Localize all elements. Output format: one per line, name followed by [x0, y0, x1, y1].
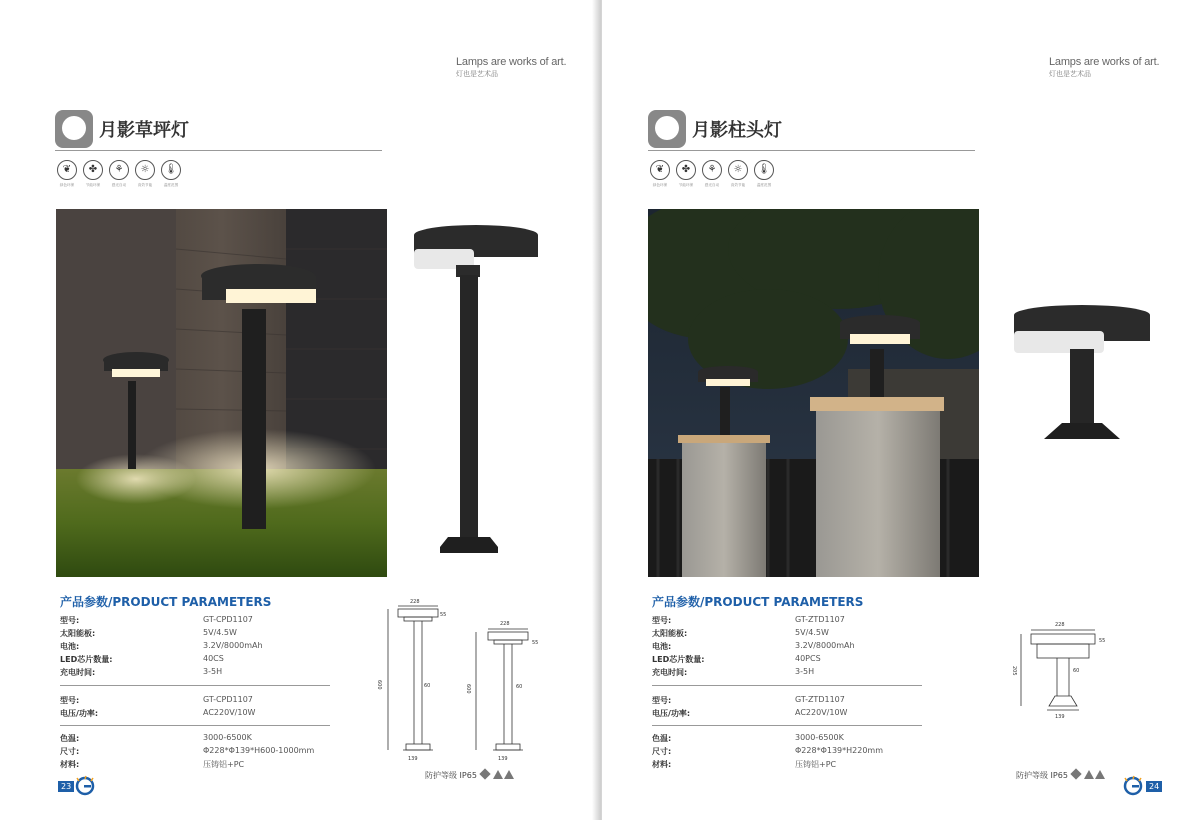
- tagline-en: Lamps are works of art.: [456, 56, 567, 68]
- page-number: 24: [1146, 781, 1162, 792]
- dim-height-b: 600: [465, 684, 471, 694]
- warning-icon: [1095, 770, 1105, 779]
- solar-icon: ⚘ 感光自动: [702, 160, 722, 188]
- brand-logo-icon: [74, 775, 96, 797]
- leaf-icon: ❦ 绿色环保: [57, 160, 77, 188]
- product-title-text: 月影柱头灯: [692, 120, 782, 141]
- dim-d-top-b: 228: [500, 621, 510, 627]
- title-divider: [648, 150, 975, 151]
- dim-height: 205: [1011, 666, 1017, 676]
- feature-icons: [57, 160, 181, 188]
- fan-icon: ✤ 节能环保: [83, 160, 103, 188]
- params-divider: [652, 685, 922, 686]
- dim-h-head: 55: [1099, 638, 1106, 644]
- product-title: [648, 110, 978, 150]
- tagline: [456, 56, 566, 79]
- protection-label: 防护等级 IP65: [1016, 771, 1068, 780]
- tagline-en: Lamps are works of art.: [1049, 56, 1160, 68]
- tagline-cn: 灯也是艺术品: [1049, 71, 1091, 78]
- tagline-cn: 灯也是艺术品: [456, 71, 498, 78]
- thermometer-icon: 🌡 温度范围: [161, 160, 181, 188]
- dim-h-head-b: 55: [532, 640, 539, 646]
- pillar-lamp-product-photo: [1012, 305, 1152, 445]
- dim-base-b: 139: [498, 756, 508, 762]
- dimension-drawing: [1007, 610, 1117, 720]
- dim-base-a: 139: [408, 756, 418, 762]
- diamond-icon: [1070, 768, 1081, 779]
- tagline: [1049, 56, 1159, 79]
- params-title: 产品参数/PRODUCT PARAMETERS: [60, 595, 272, 609]
- solar-icon: ⚘ 感光自动: [109, 160, 129, 188]
- dim-h-head-a: 55: [440, 612, 447, 618]
- brand-logo-icon: [1122, 775, 1144, 797]
- params-title: 产品参数/PRODUCT PARAMETERS: [652, 595, 864, 609]
- product-title-text: 月影草坪灯: [99, 120, 189, 141]
- sun-icon: ☼ 高效节能: [728, 160, 748, 188]
- params-table: 型号: GT-ZTD1107 太阳能板: 5V/4.5W 电池: 3.2V/8000mAh LED芯片数量: 40PCS 充电时间: 3-5H 型号: GT-ZTD1107 电压/功率: AC220V/10W 色温: 3000-6500K 尺寸: Φ228*Φ139*H220mm 材料: 压铸铝+PC: [652, 615, 932, 775]
- dimension-drawings: [370, 592, 550, 764]
- params-divider: [60, 685, 330, 686]
- dim-base: 139: [1055, 714, 1065, 720]
- leaf-icon: ❦ 绿色环保: [650, 160, 670, 188]
- lawn-lamp-product-photo: [410, 225, 540, 565]
- protection-rating: [425, 770, 514, 781]
- sun-icon: ☼ 高效节能: [135, 160, 155, 188]
- protection-label: 防护等级 IP65: [425, 771, 477, 780]
- warning-icon: [504, 770, 514, 779]
- dim-pole-a: 60: [424, 683, 431, 689]
- page-number: 23: [58, 781, 74, 792]
- params-table: 型号: GT-CPD1107 太阳能板: 5V/4.5W 电池: 3.2V/8000mAh LED芯片数量: 40CS 充电时间: 3-5H 型号: GT-CPD1107 电压/功率: AC220V/10W 色温: 3000-6500K 尺寸: Φ228*Φ139*H600-1000mm 材料: 压铸铝+PC: [60, 615, 340, 775]
- right-page: [602, 0, 1200, 820]
- dim-pole: 60: [1073, 668, 1080, 674]
- lawn-lamp-scene-photo: [56, 209, 387, 577]
- dim-pole-b: 60: [516, 684, 523, 690]
- fan-icon: ✤ 节能环保: [676, 160, 696, 188]
- dim-d-top-a: 228: [410, 599, 420, 605]
- warning-icon: [493, 770, 503, 779]
- dim-d-top: 228: [1055, 622, 1065, 628]
- pillar-lamp-scene-photo: [648, 209, 979, 577]
- warning-icon: [1084, 770, 1094, 779]
- protection-rating: [1016, 770, 1105, 781]
- title-badge-icon: [55, 110, 93, 148]
- left-page: [0, 0, 598, 820]
- params-divider: [60, 725, 330, 726]
- dim-height-a: 600: [376, 680, 382, 690]
- diamond-icon: [479, 768, 490, 779]
- title-badge-icon: [648, 110, 686, 148]
- title-divider: [55, 150, 382, 151]
- feature-icons: [650, 160, 774, 188]
- params-divider: [652, 725, 922, 726]
- product-title: [55, 110, 385, 150]
- thermometer-icon: 🌡 温度范围: [754, 160, 774, 188]
